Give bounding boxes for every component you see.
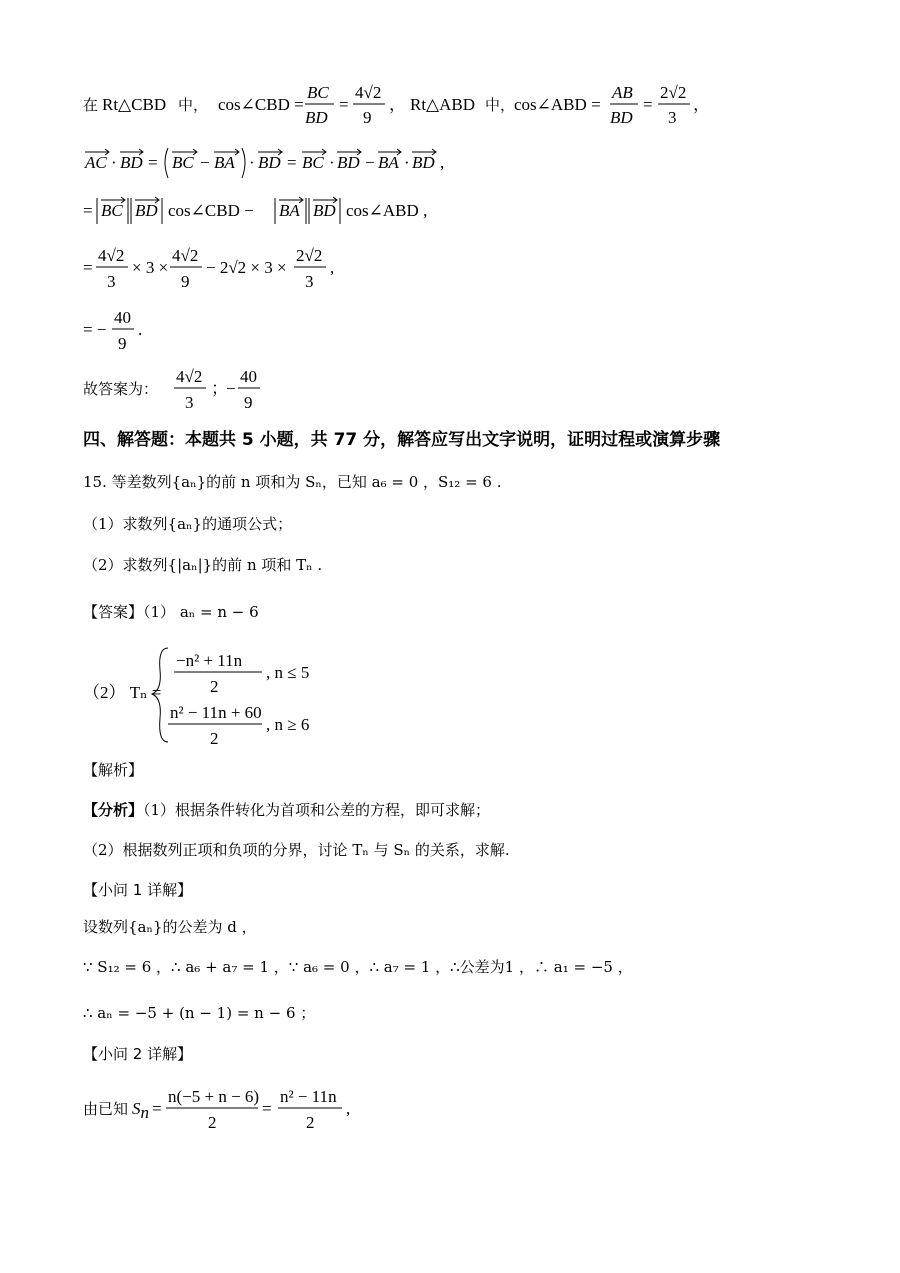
sub1-line-3: ∴ aₙ = −5 + (n − 1) = n − 6 ；	[83, 1004, 316, 1022]
svg-text:在: 在	[83, 96, 99, 114]
svg-text:2: 2	[306, 1113, 315, 1132]
svg-text:BD: BD	[135, 201, 158, 220]
svg-text:9: 9	[181, 272, 190, 291]
final-answer-line	[80, 364, 280, 416]
answer-1	[83, 602, 259, 622]
svg-text:4√2: 4√2	[355, 83, 382, 102]
svg-text:2: 2	[210, 677, 219, 696]
svg-text:中，: 中，	[485, 96, 516, 114]
svg-text:9: 9	[118, 334, 127, 353]
svg-text:3: 3	[668, 108, 677, 127]
svg-text:40: 40	[114, 308, 131, 327]
svg-text:−: −	[200, 153, 210, 172]
svg-text:BD: BD	[313, 201, 336, 220]
svg-text:=: =	[643, 95, 653, 114]
answer-1-text: （1） aₙ = n − 6	[143, 603, 259, 621]
svg-text:BC: BC	[307, 83, 329, 102]
svg-text:BA: BA	[279, 201, 300, 220]
fenxi-1	[83, 800, 490, 820]
svg-text:n(−5 + n − 6): n(−5 + n − 6)	[168, 1087, 260, 1106]
magnitude-line	[80, 190, 428, 230]
svg-text:AB: AB	[612, 83, 633, 102]
fenxi-tag: 【分析】	[83, 801, 144, 819]
sub1-tag: 【小问 1 详解】	[83, 881, 193, 899]
svg-text:·: ·	[249, 153, 255, 172]
svg-text:AC: AC	[85, 153, 107, 172]
question-2: （2）求数列{|aₙ|}的前 n 项和 Tₙ .	[83, 556, 323, 574]
svg-text:=: =	[287, 153, 297, 172]
svg-text:3: 3	[305, 272, 314, 291]
svg-text:，: ，	[693, 95, 710, 114]
svg-text:3: 3	[107, 272, 116, 291]
svg-text:·: ·	[111, 153, 117, 172]
svg-text:BD: BD	[412, 153, 435, 172]
question-1: （1）求数列{aₙ}的通项公式；	[83, 515, 293, 533]
svg-text:cos∠CBD −: cos∠CBD −	[168, 201, 254, 220]
svg-text:, n ≤ 5: , n ≤ 5	[266, 663, 310, 682]
fenxi-1-text: （1）根据条件转化为首项和公差的方程，即可求解；	[143, 801, 491, 819]
svg-text:2√2: 2√2	[660, 83, 687, 102]
svg-text:9: 9	[244, 393, 253, 412]
svg-text:，: ，	[389, 95, 406, 114]
svg-text:=: =	[83, 258, 93, 277]
svg-text:=: =	[262, 1099, 272, 1118]
svg-text:BD: BD	[305, 108, 328, 127]
problem-15-stem: 15. 等差数列{aₙ}的前 n 项和为 Sₙ，已知 a₆ = 0 ，S₁₂ = 6 .	[83, 473, 502, 491]
svg-text:Rt△CBD: Rt△CBD	[102, 95, 167, 114]
svg-text:40: 40	[240, 367, 257, 386]
svg-text:× 3 ×: × 3 ×	[132, 258, 169, 277]
svg-text:,: ,	[330, 258, 335, 277]
svg-text:cos∠ABD ,: cos∠ABD ,	[346, 201, 428, 220]
svg-text:−n² + 11n: −n² + 11n	[176, 651, 243, 670]
sub1-line-1: 设数列{aₙ}的公差为 d ，	[83, 918, 257, 936]
svg-text:由已知: 由已知	[83, 1100, 129, 1118]
svg-text:·: ·	[329, 153, 335, 172]
cosine-line	[80, 78, 720, 138]
svg-text:= −: = −	[83, 320, 107, 339]
svg-text:Sn: Sn	[132, 1099, 149, 1122]
answer-label: 故答案为：	[83, 380, 159, 398]
svg-text:, n ≥ 6: , n ≥ 6	[266, 715, 310, 734]
vector-expansion-line	[80, 140, 460, 184]
svg-text:=: =	[83, 201, 93, 220]
svg-text:−: −	[365, 153, 375, 172]
svg-text:− 2√2 × 3 ×: − 2√2 × 3 ×	[206, 258, 287, 277]
section-heading: 四、解答题：本题共 5 小题，共 77 分，解答应写出文字说明，证明过程或演算步骤	[83, 430, 721, 450]
svg-text:cos∠ABD =: cos∠ABD =	[514, 95, 601, 114]
svg-text:4√2: 4√2	[176, 367, 203, 386]
svg-text:BD: BD	[258, 153, 281, 172]
numeric-product-line	[80, 243, 400, 295]
answer-tag: 【答案】	[83, 603, 144, 621]
svg-text:2: 2	[210, 729, 219, 748]
svg-text:=: =	[152, 1099, 162, 1118]
svg-text:BD: BD	[120, 153, 143, 172]
svg-text:2: 2	[208, 1113, 217, 1132]
svg-text:−: −	[226, 379, 236, 398]
svg-text:,: ,	[346, 1099, 351, 1118]
result-line	[80, 305, 200, 357]
svg-text:2√2: 2√2	[296, 246, 323, 265]
svg-text:中，: 中，	[178, 96, 209, 114]
answer-2-label: （2） Tₙ =	[83, 683, 162, 702]
svg-text:BD: BD	[610, 108, 633, 127]
svg-text:n² − 11n + 60: n² − 11n + 60	[170, 703, 262, 722]
svg-text:,: ,	[440, 153, 445, 172]
analysis-tag: 【解析】	[83, 761, 144, 779]
svg-text:Rt△ABD: Rt△ABD	[410, 95, 476, 114]
fenxi-2: （2）根据数列正项和负项的分界，讨论 Tₙ 与 Sₙ 的关系，求解.	[83, 841, 510, 859]
svg-text:=: =	[148, 153, 158, 172]
svg-text:BC: BC	[172, 153, 194, 172]
svg-text:3: 3	[185, 393, 194, 412]
sub1-line-2: ∵ S₁₂ = 6 ，∴ a₆ + a₇ = 1 ，∵ a₆ = 0 ，∴ a₇ = 1 ，∴公差为1 ，∴ a₁ = −5 ，	[83, 958, 633, 976]
sub2-tag: 【小问 2 详解】	[83, 1045, 193, 1063]
svg-text:BA: BA	[214, 153, 235, 172]
svg-text:.: .	[138, 320, 143, 339]
svg-text:4√2: 4√2	[172, 246, 199, 265]
svg-text:9: 9	[363, 108, 372, 127]
sub2-line-1	[80, 1084, 380, 1136]
svg-text:n² − 11n: n² − 11n	[280, 1087, 337, 1106]
svg-text:BC: BC	[302, 153, 324, 172]
svg-text:=: =	[339, 95, 349, 114]
svg-text:cos∠CBD =: cos∠CBD =	[218, 95, 304, 114]
answer-2-piecewise	[80, 640, 360, 750]
svg-text:BA: BA	[378, 153, 399, 172]
svg-text:BC: BC	[101, 201, 123, 220]
svg-text:·: ·	[404, 153, 410, 172]
svg-text:4√2: 4√2	[98, 246, 125, 265]
svg-text:BD: BD	[337, 153, 360, 172]
svg-text:；: ；	[211, 379, 228, 398]
